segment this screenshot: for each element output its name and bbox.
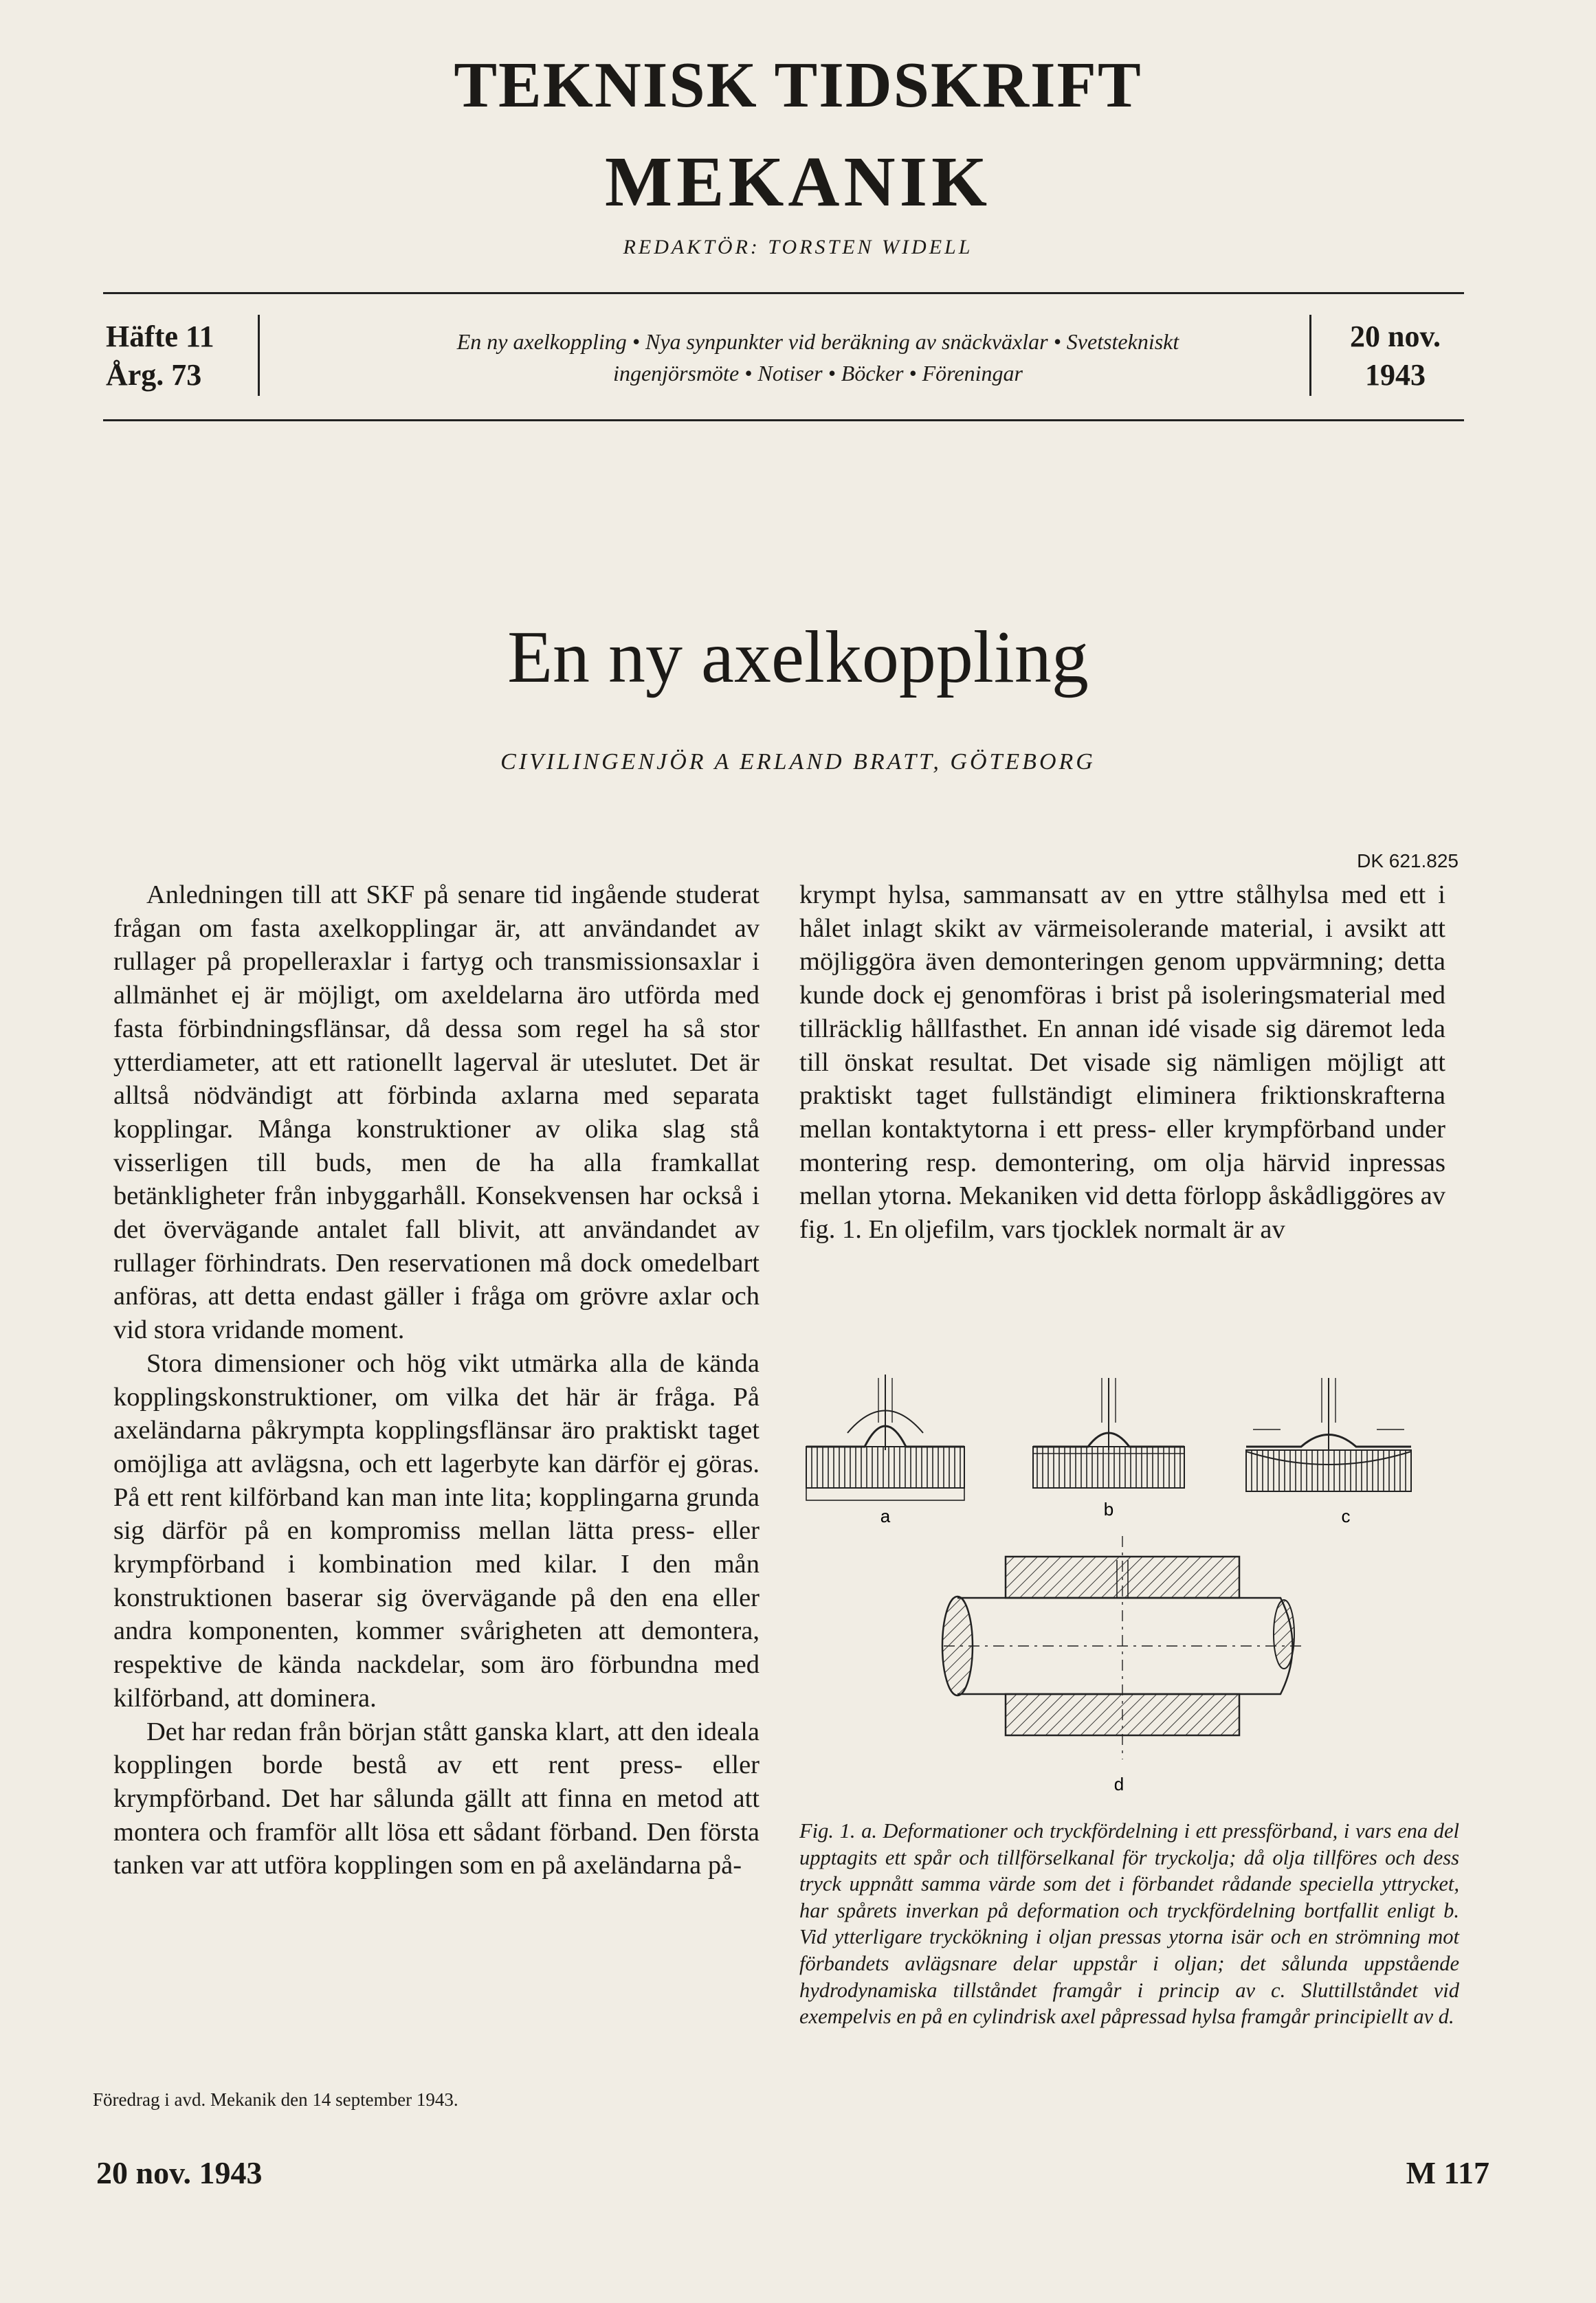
divider-left — [258, 315, 260, 396]
left-column — [113, 878, 760, 1882]
right-column — [799, 878, 1445, 1247]
top-rule — [103, 292, 1464, 294]
label-a: a — [880, 1506, 891, 1526]
figure-diagram — [799, 1375, 1459, 1821]
folio-page: M 117 — [1406, 2155, 1489, 2190]
diagram-a — [806, 1375, 964, 1500]
issue-contents — [282, 326, 1354, 389]
section-title: MEKANIK — [605, 142, 991, 221]
diagram-b — [1033, 1378, 1184, 1488]
article-author: CIVILINGENJÖR A ERLAND BRATT, GÖTEBORG — [500, 749, 1096, 775]
label-d: d — [1113, 1774, 1124, 1794]
paragraph: Anledningen till att SKF på senare tid ingående studerat frågan om fasta axelkopplingar är, att användandet av rullager på propelleraxlar i fartyg och transmissionsaxlar i allmänhet ej är möjligt, om axeldelarna äro utförda med fasta förbindningsflänsar, då dessa som regel ha så stor ytterdiameter, att ett rationellt lagerval är uteslutet. Det är alltså nödvändigt att förbinda axlarna med separata kopplingar. Många konstruktioner av olika slag stå visserligen till buds, men de ha alla framkallat betänkligheter från inbyggarhåll. Konsekvensen har också i det övervägande antalet fall blivit, att användandet av rullager förhindrats. Den reservationen må dock omedelbart anföras, att detta endast gäller i fråga om grövre axlar och vid stora vridande moment. — [113, 880, 760, 1345]
figure-caption: Fig. 1. a. Deformationer och tryckfördelning i ett pressförband, i vars ena del upptagits ett spår och tillförselkanal för tryckolja; då olja tillföres och dess tryck uppnått samma värde som det i förbandet rådande speciella yttrycket, har spårets inverkan på deformation och tryckfördelning bortfallit enligt b. Vid ytterligare tryckökning i oljan pressas ytorna isär och en strömning mot förbandets avlägsnare delar uppstår i oljan; det sålunda uppstående hydrodynamiska tillståndet framgår i princip av c. Sluttillståndet vid exempelvis en på en cylindrisk axel påpressad hylsa framgår principiellt av d. — [799, 1819, 1459, 2029]
issue-box — [103, 311, 1464, 400]
figure-1 — [799, 1375, 1459, 1821]
editor-line: REDAKTÖR: TORSTEN WIDELL — [623, 236, 973, 258]
hafte-label: Häfte 11 — [106, 320, 214, 353]
bottom-rule — [103, 419, 1464, 421]
paragraph: Stora dimensioner och hög vikt utmärka alla de kända kopplingskonstruktioner, om vilka det här är fråga. På axeländarna påkrympta kopplingsflänsar äro praktiskt taget omöjliga att avlägsna, och ett lagerbyte kan därför ej göras. På ett rent kilförband kan man inte lita; kopplingarna grunda sig därför på en kompromiss mellan lätta press- eller krympförband i kombination med kilar. I den mån konstruktionen baserar sig övervägande på den ena eller andra komponenten, kommer svårigheten att demontera, respektive de kända nackdelar, som äro förbundna med kilförband, att dominera. — [113, 1348, 760, 1713]
paragraph: Det har redan från början stått ganska klart, att den ideala kopplingen borde bestå av ett rent press- eller krympförband. Det har sålunda gällt att finna en metod att montera och framför allt lösa ett sådant förband. Den första tanken var att utföra kopplingen som en på axeländarna på- — [113, 1717, 760, 1880]
paragraph: krympt hylsa, sammansatt av en yttre stålhylsa med ett i hålet inlagt skikt av värmeisolerande material, i avsikt att möjliggöra även demonteringen genom uppvärmning; detta kunde dock ej genomföras i brist på isoleringsmaterial med tillräcklig hållfasthet. En annan idé visade sig däremot leda till önskat resultat. Det visade sig nämligen möjligt att praktiskt taget fullständigt eliminera friktionskrafterna mellan kontaktytorna i ett press- eller krympförband under montering resp. demontering, om olja härvid inpressas mellan ytorna. Mekaniken vid detta förlopp åskådliggöres av fig. 1. En oljefilm, vars tjocklek normalt är av — [799, 880, 1445, 1245]
diagram-c — [1246, 1378, 1411, 1491]
contents-line-1: En ny axelkoppling • Nya synpunkter vid beräkning av snäckväxlar • Svetstekniskt — [456, 329, 1179, 354]
folio-date: 20 nov. 1943 — [96, 2155, 263, 2190]
issue-day: 20 nov. — [1349, 320, 1441, 353]
article-title: En ny axelkoppling — [507, 616, 1089, 698]
dk-classification: DK 621.825 — [1357, 850, 1459, 871]
issue-date — [1327, 318, 1464, 394]
arg-label: Årg. 73 — [106, 358, 202, 392]
label-b: b — [1103, 1499, 1114, 1520]
divider-right — [1309, 315, 1311, 396]
issue-number — [106, 318, 214, 394]
contents-line-2: ingenjörsmöte • Notiser • Böcker • Föreningar — [613, 361, 1023, 386]
issue-year: 1943 — [1365, 358, 1426, 392]
label-c: c — [1341, 1506, 1351, 1526]
diagram-d — [942, 1536, 1301, 1759]
footnote: Föredrag i avd. Mekanik den 14 september 1943. — [93, 2089, 458, 2110]
journal-title: TEKNISK TIDSKRIFT — [454, 49, 1142, 121]
